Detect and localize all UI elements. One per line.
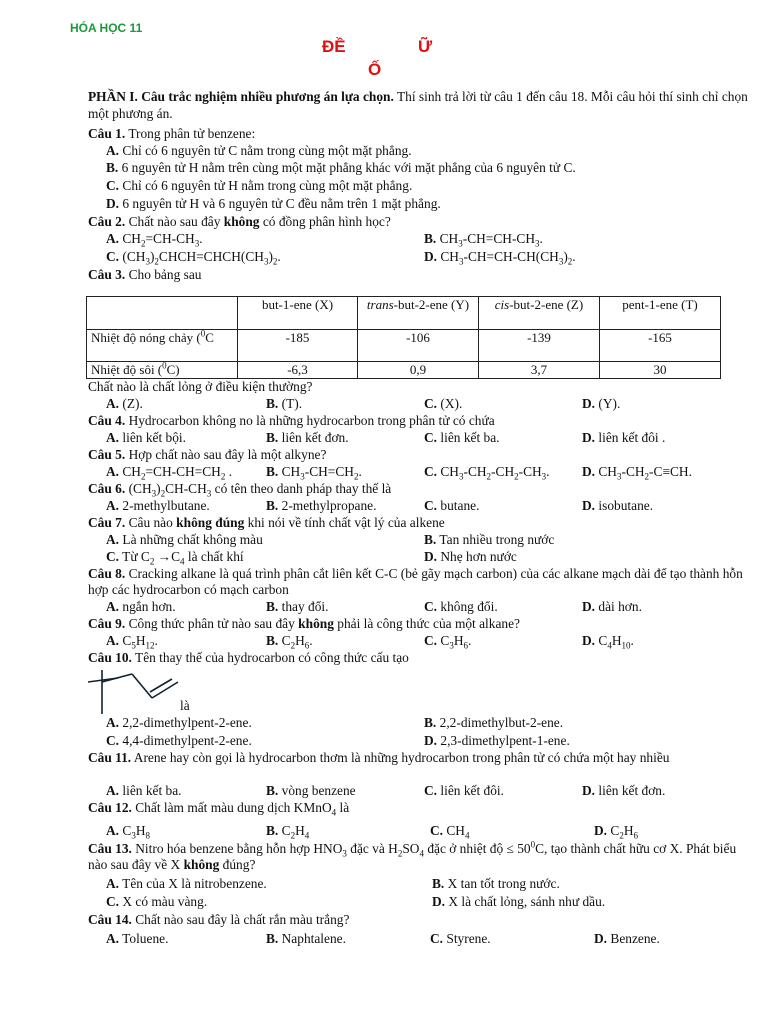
table-cell: -165 — [600, 330, 721, 362]
q3-question-text: Chất nào là chất lỏng ở điều kiện thường? — [88, 379, 313, 394]
table-cell: -185 — [238, 330, 358, 362]
q10-option-d[interactable]: D. 2,3-dimethylpent-1-ene. — [424, 733, 570, 748]
q13-option-b[interactable]: B. X tan tốt trong nước. — [432, 876, 560, 891]
q8-option-a[interactable]: A. ngắn hơn. — [106, 599, 176, 614]
q7-option-c[interactable]: C. Từ $C_2 \to C_4$ là chất khí — [106, 549, 244, 567]
q4-option-a[interactable]: A. liên kết bội. — [106, 430, 186, 445]
table-header-cell: pent-1-ene (T) — [600, 297, 721, 330]
q1-option-a[interactable]: A. Chỉ có 6 nguyên tử C nằm trong cùng một mặt phẳng. — [106, 143, 412, 158]
q11-option-c[interactable]: C. liên kết đôi. — [424, 783, 504, 798]
q12-option-d[interactable]: D. $C_2H_6$ — [594, 823, 638, 841]
question-5: Câu 5. Hợp chất nào sau đây là một alkyne? — [88, 447, 327, 462]
q13-option-c[interactable]: C. X có màu vàng. — [106, 894, 208, 909]
q12-option-b[interactable]: B. $C_2H_4$ — [266, 823, 310, 841]
table-cell: -106 — [358, 330, 479, 362]
q14-option-c[interactable]: C. Styrene. — [430, 931, 491, 946]
part1-instructions: PHẦN I. Câu trắc nghiệm nhiều phương án lựa chọn. Thí sinh trả lời từ câu 1 đến câu 18. Mỗi câu hỏi thí sinh chỉ chọn một phương án. — [88, 89, 748, 121]
table-header-cell: cis-but-2-ene (Z) — [479, 297, 600, 330]
q6-option-c[interactable]: C. butane. — [424, 498, 480, 513]
question-12: Câu 12. Chất làm mất màu dung dịch KMnO$_4$ là — [88, 800, 350, 818]
q12-option-a[interactable]: A. $C_3H_8$ — [106, 823, 150, 841]
q2-option-c[interactable]: C. $(CH_3)_2CHCH=CHCH(CH_3)_2$. — [106, 249, 281, 267]
q11-option-d[interactable]: D. liên kết đơn. — [582, 783, 666, 798]
q14-option-b[interactable]: B. Naphtalene. — [266, 931, 346, 946]
subject-header: HÓA HỌC 11 — [70, 21, 143, 35]
question-13: Câu 13. Nitro hóa benzene bằng hỗn hợp $HNO_3$ đặc và $H_2SO_4$ đặc ở nhiệt độ ≤ $50^0C$, tạo thành chất hữu cơ X. Phát biểu nào sau đây về X không đúng? — [88, 839, 737, 872]
table-cell: -139 — [479, 330, 600, 362]
q5-option-d[interactable]: D. $CH_3-CH_2-C\equiv CH$. — [582, 464, 692, 482]
q8-option-c[interactable]: C. không đổi. — [424, 599, 498, 614]
table-row-label: Nhiệt độ sôi ($^0$C) — [87, 362, 238, 379]
q13-option-d[interactable]: D. X là chất lỏng, sánh như dầu. — [432, 894, 606, 909]
q7-option-d[interactable]: D. Nhẹ hơn nước — [424, 549, 517, 564]
table-row-label: Nhiệt độ nóng chảy ($^0$C — [87, 330, 238, 362]
q10-option-c[interactable]: C. 4,4-dimethylpent-2-ene. — [106, 733, 252, 748]
q4-option-b[interactable]: B. liên kết đơn. — [266, 430, 349, 445]
question-1: Câu 1. Trong phân tử benzene: — [88, 126, 256, 141]
question-14: Câu 14. Chất nào sau đây là chất rắn màu trắng? — [88, 912, 350, 927]
q12-option-c[interactable]: C. $CH_4$ — [430, 823, 470, 841]
q9-option-c[interactable]: C. $C_3H_6$. — [424, 633, 472, 651]
data-table — [86, 296, 721, 379]
question-2: Câu 2. Chất nào sau đây không có đồng phân hình học? — [88, 214, 391, 229]
q3-option-d[interactable]: D. (Y). — [582, 396, 621, 411]
q10-option-b[interactable]: B. 2,2-dimethylbut-2-ene. — [424, 715, 564, 730]
q11-option-b[interactable]: B. vòng benzene — [266, 783, 356, 798]
q2-option-d[interactable]: D. $CH_3-CH=CH-CH(CH_3)_2$. — [424, 249, 576, 267]
table-cell: 30 — [600, 362, 721, 379]
question-7: Câu 7. Câu nào không đúng khi nói về tính chất vật lý của alkene — [88, 515, 445, 530]
question-11: Câu 11. Arene hay còn gọi là hydrocarbon thơm là những hydrocarbon trong phân tử có chứa một hay nhiều — [88, 750, 670, 765]
q14-option-a[interactable]: A. Toluene. — [106, 931, 169, 946]
q11-option-a[interactable]: A. liên kết ba. — [106, 783, 182, 798]
q3-option-a[interactable]: A. (Z). — [106, 396, 143, 411]
q13-option-a[interactable]: A. Tên của X là nitrobenzene. — [106, 876, 267, 891]
q1-option-c[interactable]: C. Chỉ có 6 nguyên tử H nằm trong cùng một mặt phẳng. — [106, 178, 413, 193]
q10-option-a[interactable]: A. 2,2-dimethylpent-2-ene. — [106, 715, 252, 730]
exam-title-part1: ĐỀ — [322, 37, 346, 56]
table-cell: 0,9 — [358, 362, 479, 379]
q9-option-b[interactable]: B. $C_2H_6$. — [266, 633, 313, 651]
q5-option-a[interactable]: A. $CH_2=CH-CH=CH_2$ . — [106, 464, 233, 482]
table-cell: -6,3 — [238, 362, 358, 379]
table-header-cell: trans-but-2-ene (Y) — [358, 297, 479, 330]
q5-option-c[interactable]: C. $CH_3-CH_2-CH_2-CH_3$. — [424, 464, 550, 482]
q9-option-a[interactable]: A. $C_5H_{12}$. — [106, 633, 158, 651]
q1-option-b[interactable]: B. 6 nguyên tử H nằm trên cùng một mặt phẳng khác với mặt phẳng của 6 nguyên tử C. — [106, 160, 576, 175]
q3-option-c[interactable]: C. (X). — [424, 396, 463, 411]
q7-option-b[interactable]: B. Tan nhiều trong nước — [424, 532, 555, 547]
q7-option-a[interactable]: A. Là những chất không màu — [106, 532, 263, 547]
table-cell: 3,7 — [479, 362, 600, 379]
q6-option-b[interactable]: B. 2-methylpropane. — [266, 498, 377, 513]
table-corner-cell — [87, 297, 238, 330]
question-10: Câu 10. Tên thay thế của hydrocarbon có công thức cấu tạo — [88, 650, 409, 665]
question-6: Câu 6. $(CH_3)_2CH-CH_3$ có tên theo danh pháp thay thế là — [88, 481, 392, 499]
q10-la-text: là — [180, 698, 190, 713]
q6-option-a[interactable]: A. 2-methylbutane. — [106, 498, 210, 513]
q4-option-c[interactable]: C. liên kết ba. — [424, 430, 500, 445]
table-header-cell: but-1-ene (X) — [238, 297, 358, 330]
q4-option-d[interactable]: D. liên kết đôi . — [582, 430, 666, 445]
exam-title-part3: Ố — [368, 60, 382, 79]
q2-option-b[interactable]: B. $CH_3-CH=CH-CH_3$. — [424, 231, 543, 249]
q2-option-a[interactable]: A. $CH_2=CH-CH_3$. — [106, 231, 203, 249]
q1-option-d[interactable]: D. 6 nguyên tử H và 6 nguyên tử C đều nằm trên 1 mặt phẳng. — [106, 196, 441, 211]
skeletal-structure-diagram — [88, 668, 188, 720]
question-8: Câu 8. Cracking alkane là quá trình phân cắt liên kết C-C (bẻ gãy mạch carbon) của các alkane mạch dài để tạo thành hỗn hợp các hydrocarbon có mạch carbon — [88, 566, 743, 597]
q8-option-d[interactable]: D. dài hơn. — [582, 599, 642, 614]
q3-option-b[interactable]: B. (T). — [266, 396, 303, 411]
exam-title-part2: Ữ — [418, 37, 433, 56]
q9-option-d[interactable]: D. $C_4H_{10}$. — [582, 633, 634, 651]
question-4: Câu 4. Hydrocarbon không no là những hydrocarbon trong phân tử có chứa — [88, 413, 495, 428]
q8-option-b[interactable]: B. thay đổi. — [266, 599, 329, 614]
q14-option-d[interactable]: D. Benzene. — [594, 931, 660, 946]
question-9: Câu 9. Công thức phân tử nào sau đây không phải là công thức của một alkane? — [88, 616, 521, 631]
q6-option-d[interactable]: D. isobutane. — [582, 498, 654, 513]
q5-option-b[interactable]: B. $CH_3-CH=CH_2$. — [266, 464, 362, 482]
question-3: Câu 3. Cho bảng sau — [88, 267, 202, 282]
